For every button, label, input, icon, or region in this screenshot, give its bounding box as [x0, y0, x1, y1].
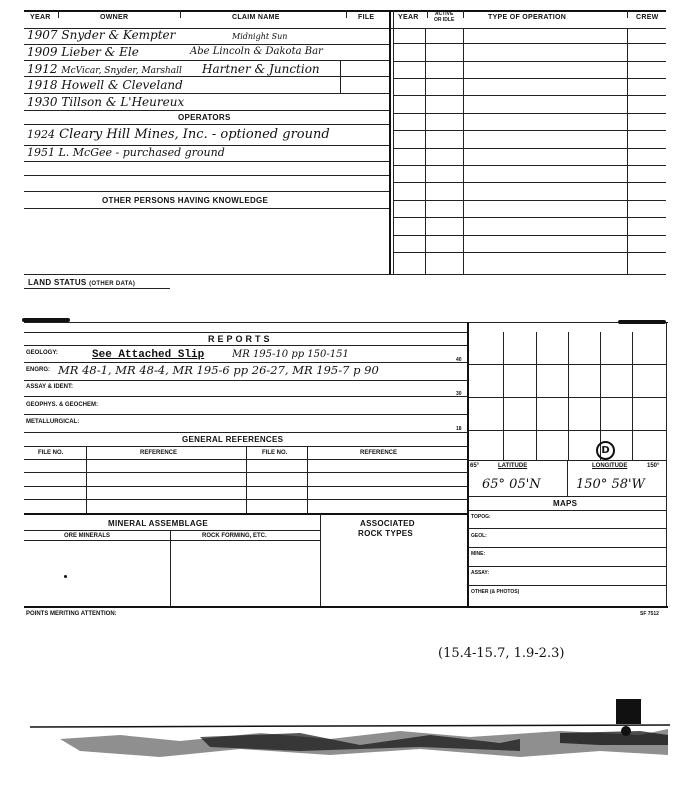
- assay-label: ASSAY & IDENT:: [26, 384, 74, 390]
- owner-year: 1912: [27, 62, 58, 76]
- engrg-handwritten: MR 48-1, MR 48-4, MR 195-6 pp 26-27, MR 195-7 p 90: [58, 363, 379, 377]
- owner-year: 1918: [27, 78, 58, 92]
- header-claim-name: CLAIM NAME: [232, 14, 280, 21]
- claim-name-row-3: Hartner & Junction: [202, 62, 320, 76]
- rock-forming-label: ROCK FORMING, ETC.: [202, 533, 267, 539]
- metallurgical-label: METALLURGICAL:: [26, 419, 80, 425]
- land-status-title: LAND STATUS: [28, 278, 87, 287]
- owner-row-3: [27, 62, 182, 76]
- mineral-assemblage-label: MINERAL ASSEMBLAGE: [108, 519, 209, 528]
- owner-row-5: [27, 95, 184, 109]
- operator-row-2: [27, 146, 225, 159]
- maps-assay: ASSAY:: [471, 570, 490, 576]
- rock-types-label: ROCK TYPES: [358, 529, 414, 538]
- geology-typed: See Attached Slip: [92, 349, 205, 361]
- grid-mark-18: 18: [456, 426, 462, 432]
- owner-year: 1907: [27, 28, 58, 42]
- owner-name: Snyder & Kempter: [61, 28, 176, 42]
- ref-header-reference-1: REFERENCE: [140, 450, 178, 456]
- owner-year: 1930: [27, 95, 58, 109]
- general-references-label: GENERAL REFERENCES: [182, 435, 284, 444]
- owner-name: Tillson & L'Heureux: [61, 95, 185, 109]
- latitude-label: LATITUDE: [498, 463, 528, 469]
- header-year: YEAR: [30, 14, 51, 21]
- land-status-sub: (OTHER DATA): [89, 281, 136, 287]
- longitude-value: 150° 58'W: [576, 477, 645, 492]
- header-active-sub: OR IDLE: [434, 17, 455, 23]
- header-file: FILE: [358, 14, 375, 21]
- operator-text: L. McGee - purchased ground: [58, 146, 225, 159]
- engrg-label: ENGRG:: [26, 367, 50, 373]
- bottom-note: (15.4-15.7, 1.9-2.3): [438, 646, 565, 661]
- latitude-value: 65° 05'N: [482, 477, 541, 492]
- geology-label: GEOLOGY:: [26, 350, 58, 356]
- ref-header-file-no-2: FILE NO.: [262, 450, 288, 456]
- ref-header-file-no-1: FILE NO.: [38, 450, 64, 456]
- ore-minerals-label: ORE MINERALS: [64, 533, 111, 539]
- other-persons-label: OTHER PERSONS HAVING KNOWLEDGE: [102, 196, 269, 205]
- header-crew: CREW: [636, 14, 659, 21]
- stray-mark: [64, 575, 67, 578]
- reports-label: REPORTS: [208, 334, 273, 344]
- grid-mark-30: 30: [456, 391, 462, 397]
- ref-header-reference-2: REFERENCE: [360, 450, 398, 456]
- claim-note: Midnight Sun: [232, 32, 288, 41]
- geology-handwritten: MR 195-10 pp 150-151: [232, 349, 349, 360]
- operator-year: 1924: [27, 128, 55, 141]
- header-year-2: YEAR: [398, 14, 419, 21]
- owner-name: Lieber & Ele: [61, 45, 139, 59]
- owner-row-4: [27, 78, 183, 92]
- lat-prefix: 65°: [470, 463, 480, 469]
- operators-label: OPERATORS: [178, 113, 231, 122]
- operator-year: 1951: [27, 146, 55, 159]
- circled-marker-text: D: [601, 445, 610, 456]
- header-type-of-operation: TYPE OF OPERATION: [488, 14, 567, 21]
- lon-suffix: 150°: [647, 463, 660, 469]
- header-active: ACTIVE: [435, 11, 454, 17]
- geophys-label: GEOPHYS. & GEOCHEM:: [26, 402, 99, 408]
- owner-name: Howell & Cleveland: [61, 78, 183, 92]
- maps-mine: MINE:: [471, 551, 486, 557]
- maps-topog: TOPOG:: [471, 514, 491, 520]
- form-number: SF 7512: [640, 611, 659, 617]
- owner-year: 1909: [27, 45, 58, 59]
- claim-name-row-2: Abe Lincoln & Dakota Bar: [190, 46, 323, 57]
- scan-noise: [0, 715, 678, 775]
- longitude-label: LONGITUDE: [592, 463, 628, 469]
- operator-text: Cleary Hill Mines, Inc. - optioned ground: [59, 127, 330, 142]
- owner-row-1: [27, 28, 175, 42]
- operator-row-1: [27, 127, 330, 142]
- associated-label: ASSOCIATED: [360, 519, 415, 528]
- maps-other: OTHER (& PHOTOS): [471, 589, 520, 595]
- circled-marker: [596, 441, 615, 460]
- land-status-label: [28, 278, 135, 287]
- header-owner: OWNER: [100, 14, 129, 21]
- owner-name: McVicar, Snyder, Marshall: [61, 66, 182, 76]
- points-label: POINTS MERITING ATTENTION:: [26, 611, 117, 617]
- maps-label: MAPS: [553, 499, 578, 508]
- maps-geol: GEOL:: [471, 533, 487, 539]
- owner-row-2: [27, 45, 139, 59]
- grid-mark-40: 40: [456, 357, 462, 363]
